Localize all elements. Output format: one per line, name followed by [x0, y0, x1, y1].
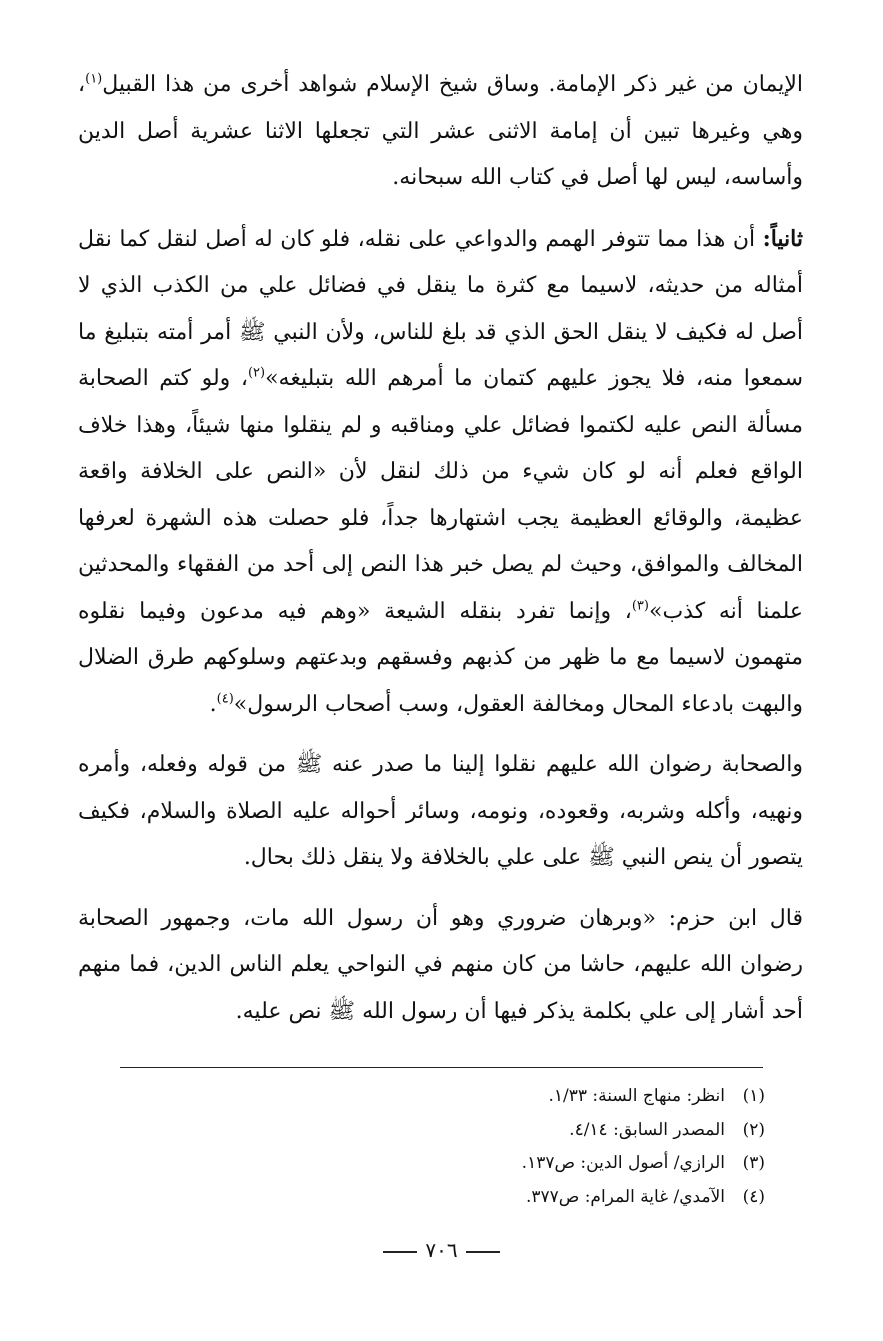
- paragraph-3: [78, 742, 803, 882]
- paragraph-1-text-cont: ، وهي وغيرها تبين أن إمامة الاثنى عشر التي تجعلها الاثنا عشرية أصل الدين وأساسه، ليس لها أصل في كتاب الله سبحانه.: [78, 72, 803, 190]
- footnote-ref-1[interactable]: (١): [85, 71, 103, 87]
- paragraph-1: [78, 62, 803, 202]
- footnote-item: [120, 1181, 765, 1215]
- footnote-number: (٣): [742, 1153, 765, 1173]
- paragraph-3-text: والصحابة رضوان الله عليهم نقلوا إلينا ما صدر عنه ﷺ من قوله وفعله، وأمره ونهيه، وأكله وشربه، وقعوده، ونومه، وسائر أحواله عليه الصلاة والسلام، فكيف يتصور أن ينص النبي ﷺ على علي بالخلافة ولا ينقل ذلك بحال.: [78, 752, 803, 870]
- footnote-text: انظر: منهاج السنة: ١/٣٣.: [548, 1086, 725, 1106]
- footnote-item: [120, 1114, 765, 1148]
- page-number: [0, 1238, 883, 1262]
- paragraph-4-text: قال ابن حزم: «وبرهان ضروري وهو أن رسول الله مات، وجمهور الصحابة رضوان الله عليهم، حاشا من كان منهم في النواحي يعلم الناس الدين، فما منهم أحد أشار إلى علي بكلمة يذكر فيها أن رسول الله ﷺ نص عليه.: [78, 905, 803, 1024]
- paragraph-2-text-end: .: [209, 691, 217, 717]
- footnote-number: (٢): [742, 1119, 765, 1140]
- footnote-text: المصدر السابق: ٤/١٤.: [569, 1119, 725, 1140]
- paragraph-4: [78, 896, 803, 1036]
- paragraph-1-text: الإيمان من غير ذكر الإمامة. وساق شيخ الإسلام شواهد أخرى من هذا القبيل: [102, 72, 803, 97]
- footnote-ref-4[interactable]: (٤): [216, 691, 234, 707]
- footnote-number: (١): [742, 1086, 765, 1106]
- paragraph-2-text: أن هذا مما تتوفر الهمم والدواعي على نقله، فلو كان له أصل لنقل كما نقل أمثاله من حديثه، لاسيما مع كثرة ما ينقل في فضائل علي من الكذب الذي لا أصل له فكيف لا ينقل الحق الذي قد بلغ للناس، ولأن النبي ﷺ أمر أمته بتبليغ ما سمعوا منه، فلا يجوز عليهم كتمان ما أمرهم الله بتبليغه»: [78, 226, 804, 391]
- paragraph-2: [78, 216, 803, 729]
- page-number-value: ٧٠٦: [425, 1238, 458, 1262]
- footnote-divider: [120, 1067, 763, 1068]
- paragraph-2-text-cont-2: ، وإنما تفرد بنقله الشيعة «وهم فيه مدعون وفيما نقلوه متهمون لاسيما مع ما ظهر من كذبهم وفسقهم وبدعتهم وسلوكهم طرق الضلال والبهت بادعاء المحال ومخالفة العقول، وسب أصحاب الرسول»: [78, 598, 803, 717]
- page-number-dash-right: [466, 1251, 500, 1253]
- footnote-ref-3[interactable]: (٣): [631, 598, 649, 614]
- page-body: [78, 62, 803, 1049]
- footnote-item: [120, 1080, 765, 1114]
- footnote-item: [120, 1147, 765, 1181]
- footnote-ref-2[interactable]: (٢): [247, 365, 266, 381]
- footnote-text: الرازي/ أصول الدين: ص١٣٧.: [521, 1153, 725, 1173]
- footnote-number: (٤): [742, 1186, 765, 1207]
- paragraph-2-lead: ثانياً:: [762, 225, 803, 252]
- paragraph-2-text-cont: ، ولو كتم الصحابة مسألة النص عليه لكتموا فضائل علي ومناقبه و لم ينقلوا منها شيئاً، وهذا خلاف الواقع فعلم أنه لو كان شيء من ذلك لنقل لأن «النص على الخلافة واقعة عظيمة، والوقائع العظيمة يجب اشتهارها جداً، فلو حصلت هذه الشهرة لعرفها المخالف والموافق، وحيث لم يصل خبر هذا النص إلى أحد من الفقهاء والمحدثين علمنا أنه كذب»: [78, 366, 803, 624]
- page-number-dash-left: [383, 1251, 417, 1253]
- footnotes: [120, 1080, 765, 1214]
- footnote-text: الآمدي/ غاية المرام: ص٣٧٧.: [525, 1186, 725, 1207]
